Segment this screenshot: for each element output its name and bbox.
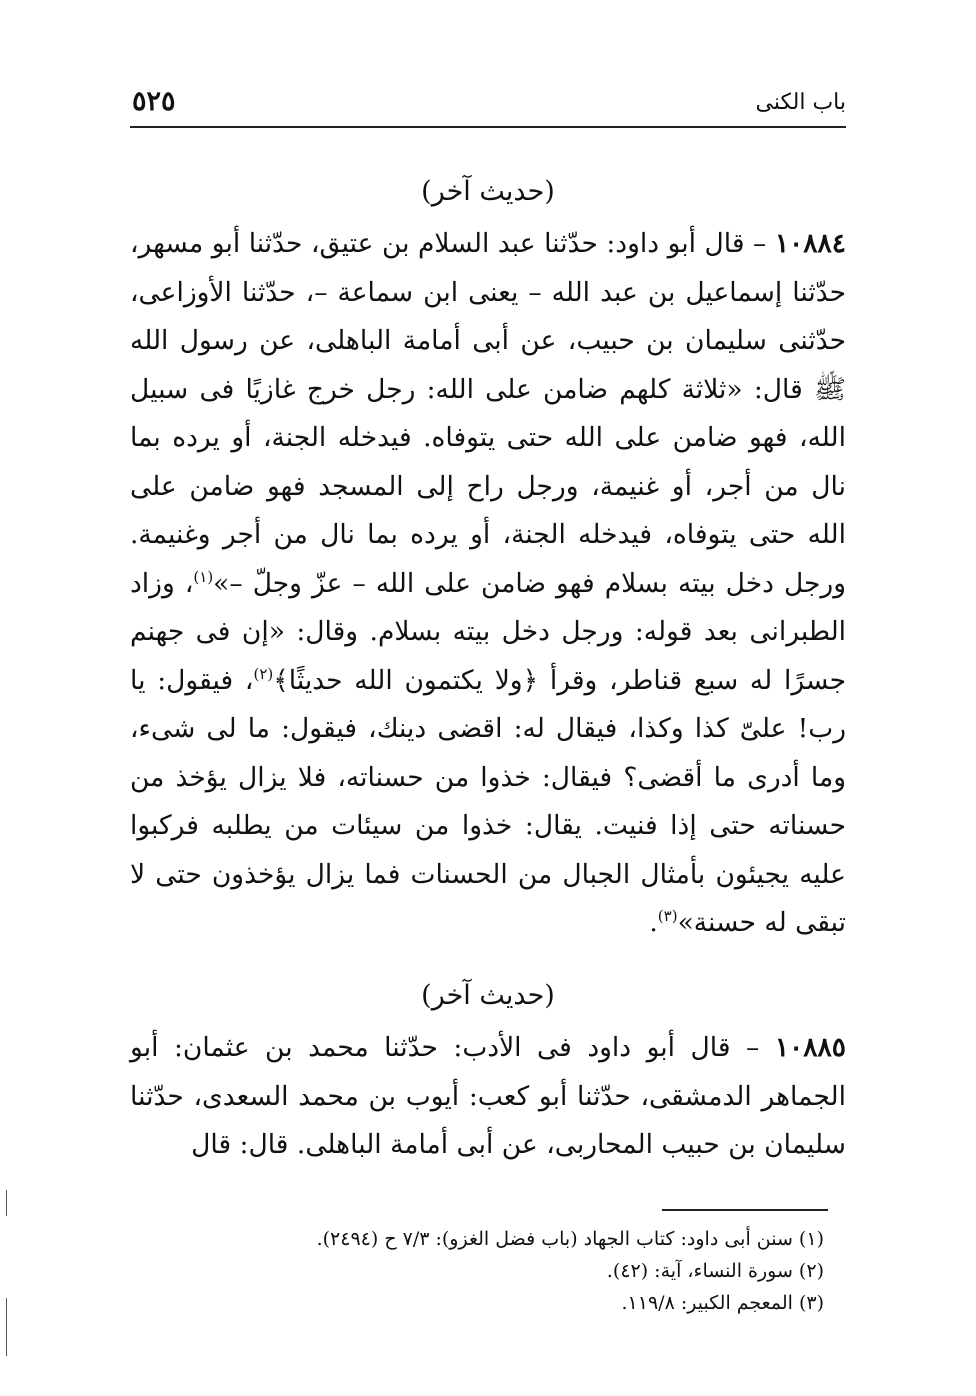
hadith-text: – قال أبو داود فى الأدب: حدّثنا محمد بن عثمان: أبو الجماهر الدمشقى، حدّثنا أبو كعب: أيوب بن محمد السعدى، حدّثنا سليمان بن حبيب المحاربى، عن أبى أمامة الباهلى. قال: قال: [130, 1032, 846, 1160]
hadith-number: ١٠٨٨٥: [774, 1032, 846, 1063]
hadith-2-body: [130, 1024, 846, 1170]
hadith-text: – قال أبو داود: حدّثنا عبد السلام بن عتيق، حدّثنا أبو مسهر، حدّثنا إسماعيل بن عبد الله – يعنى ابن سماعة –، حدّثنا الأوزاعى، حدّثنى سليمان بن حبيب، عن أبى أمامة الباهلى، عن رسول الله ﷺ قال: «ثلاثة كلهم ضامن على الله: رجل خرج غازيًا فى سبيل الله، فهو ضامن على الله حتى يتوفاه. فيدخله الجنة، أو يرده بما نال من أجر، أو غنيمة، ورجل راح إلى المسجد فهو ضامن على الله حتى يتوفاه، فيدخله الجنة، أو يرده بما نال من أجر وغنيمة. ورجل دخل بيته بسلام فهو ضامن على الله – عزّ وجلّ –»: [130, 228, 846, 599]
footnote-ref-3[interactable]: (٣): [657, 907, 678, 926]
footnote-2: (٢) سورة النساء، آية: (٤٢).: [606, 1260, 824, 1282]
section-title-2: (حديث آخر): [421, 980, 555, 1011]
section-title-1: (حديث آخر): [421, 176, 555, 207]
hadith-end-period: .: [649, 907, 658, 938]
footnote-separator: [662, 1209, 828, 1211]
scan-margin-mark: [6, 1190, 7, 1216]
page-header: [130, 84, 846, 128]
footnote-ref-1[interactable]: (١): [193, 567, 214, 586]
page-number: ٥٢٥: [132, 86, 176, 117]
hadith-number: ١٠٨٨٤: [774, 228, 846, 259]
scan-margin-mark: [6, 1298, 7, 1356]
hadith-text-continued: ، وزاد الطبرانى بعد قوله: ورجل دخل بيته بسلام. وقال: «إن فى جهنم جسرًا له سبع قناطر، وقرأ ﴿ولا يكتمون الله حديثًا﴾: [130, 567, 846, 696]
chapter-title: باب الكنى: [755, 90, 846, 115]
footnote-ref-2[interactable]: (٢): [253, 664, 274, 683]
hadith-1-body: [130, 220, 846, 948]
hadith-text-continued-2: ، فيقول: يا رب! علىّ كذا وكذا، فيقال له: اقضى دينك، فيقول: ما لى شىء، وما أدرى ما أقضى؟ فيقال: خذوا من حسناته، فلا يزال يؤخذ من حسناته حتى إذا فنيت. يقال: خذوا من سيئات من يطلبه فركبوا عليه يجيئون بأمثال الجبال من الحسنات فما يزال يؤخذون حتى لا تبقى له حسنة»: [130, 664, 846, 938]
footnote-3: (٣) المعجم الكبير: ١١٩/٨.: [621, 1292, 824, 1314]
footnote-1: (١) سنن أبى داود: كتاب الجهاد (باب فضل الغزو): ٧/٣ ح (٢٤٩٤).: [316, 1228, 824, 1250]
footnotes: [144, 1223, 824, 1319]
